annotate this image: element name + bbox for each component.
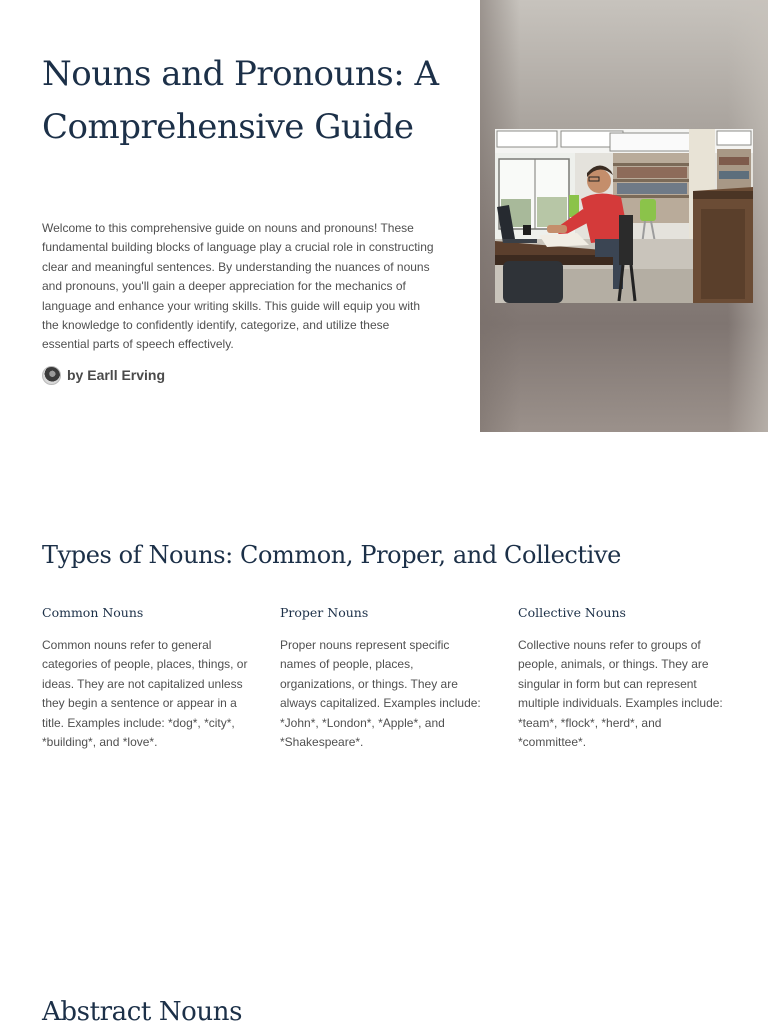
collective-nouns-heading: Collective Nouns <box>518 605 626 620</box>
hero-photo <box>495 129 753 303</box>
intro-paragraph: Welcome to this comprehensive guide on nouns and pronouns! These fundamental building blocks of language play a crucial role in constructing clear and meaningful sentences. By understanding the nuances of nouns and pronouns, you'll gain a deeper appreciation for the mechanics of language and enhance your writing skills. This guide will equip you with the knowledge to confidently identify, categorize, and utilize these essential parts of speech effectively. <box>42 221 434 352</box>
types-section-title: Types of Nouns: Common, Proper, and Collective <box>42 541 621 569</box>
author-name: by Earll Erving <box>67 367 166 383</box>
page-title: Nouns and Pronouns: A Comprehensive Guide <box>42 54 439 147</box>
common-nouns-heading: Common Nouns <box>42 605 144 620</box>
common-nouns-card <box>42 604 250 752</box>
author-byline <box>42 365 165 385</box>
abstract-nouns-title: Abstract Nouns <box>42 997 243 1024</box>
author-avatar <box>42 366 61 385</box>
proper-nouns-heading: Proper Nouns <box>280 605 369 620</box>
proper-nouns-card <box>280 604 488 752</box>
common-nouns-text: Common nouns refer to general categories of people, places, things, or ideas. They are not capitalized unless they begin a sentence or appear in a title. Examples include: *dog*, *city*, *building*, and *love*. <box>42 638 248 750</box>
collective-nouns-card <box>518 604 726 752</box>
collective-nouns-text: Collective nouns refer to groups of people, animals, or things. They are singular in form but can represent multiple individuals. Examples include: *team*, *flock*, *herd*, and *committee*. <box>518 638 723 750</box>
proper-nouns-text: Proper nouns represent specific names of people, places, organizations, or things. They are always capitalized. Examples include: *John*, *London*, *Apple*, and *Shakespeare*. <box>280 638 481 750</box>
